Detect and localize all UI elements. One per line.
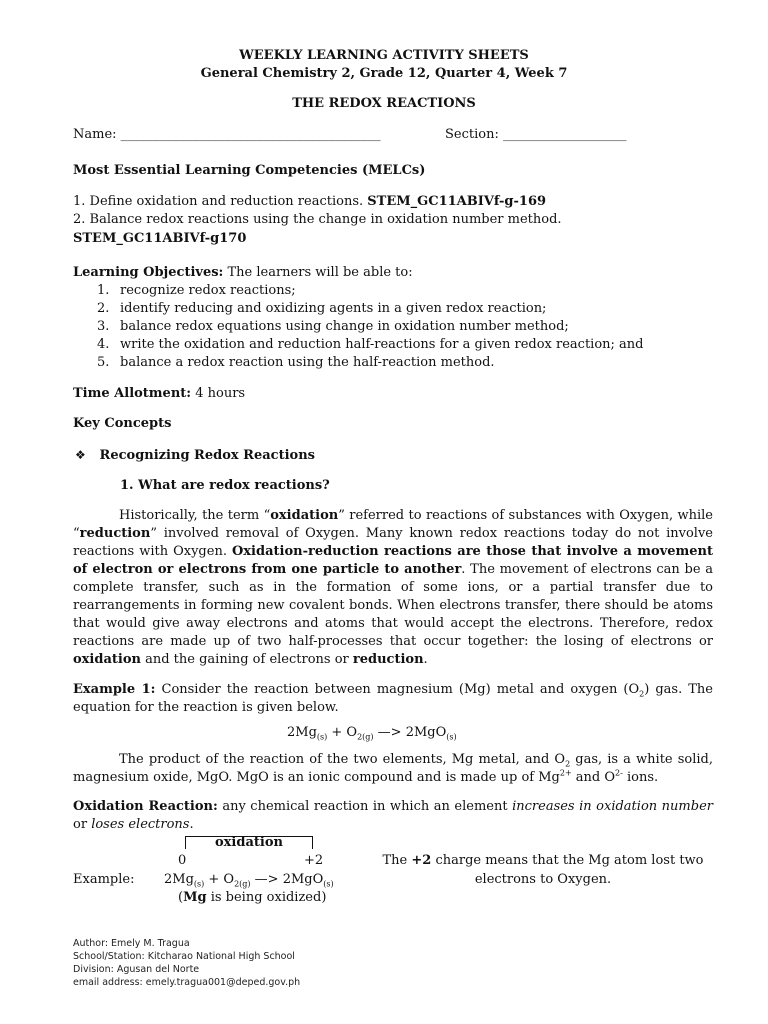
section-label: Section: — [445, 127, 499, 142]
para-italic: increases in oxidation — [512, 799, 658, 814]
section-heading — [75, 446, 315, 465]
superscript: 2+ — [559, 768, 572, 778]
note-text: is being oxidized) — [206, 890, 327, 905]
oxidation-number-left: 0 — [178, 853, 187, 868]
time-value: 4 hours — [191, 386, 246, 401]
footer-email: email address: emely.tragua001@deped.gov.ph — [73, 977, 301, 988]
intro-paragraph — [73, 507, 713, 669]
name-label: Name: — [73, 127, 117, 142]
para-text: The product of the reaction of the two elements, Mg metal, and O — [119, 752, 566, 767]
eq-term: + O — [204, 872, 235, 887]
subscript: (s) — [316, 732, 328, 742]
note-text: ( — [178, 890, 184, 905]
superscript: 2- — [615, 768, 623, 778]
objective-item: balance a redox reaction using the half-reaction method. — [120, 355, 495, 370]
para-text: ” referred to reactions of substances with Oxygen, while “ — [73, 508, 714, 541]
objectives-intro: The learners will be able to: — [223, 265, 413, 280]
para-text: any chemical reaction in which an element — [217, 799, 513, 814]
objective-number: 1. — [97, 283, 110, 298]
eq-term: + O — [327, 725, 358, 740]
objective-item: write the oxidation and reduction half-reactions for a given redox reaction; and — [120, 337, 644, 352]
para-text: or — [73, 817, 92, 832]
eq-term: 2Mg — [164, 872, 194, 887]
section-heading-text: Recognizing Redox Reactions — [99, 448, 315, 463]
subscript: (s) — [446, 732, 457, 742]
subscript: 2(g) — [357, 732, 374, 742]
explain-bold: +2 — [411, 853, 432, 868]
header-line1: WEEKLY LEARNING ACTIVITY SHEETS — [239, 48, 529, 63]
time-label: Time Allotment: — [73, 386, 192, 401]
diamond-bullet-icon: ❖ — [75, 448, 86, 462]
melc-item-1-code: STEM_GC11ABIVf-g-169 — [367, 194, 547, 209]
para-italic: loses electrons — [91, 817, 190, 832]
para-bold: oxidation — [73, 652, 141, 667]
objective-number: 4. — [97, 337, 110, 352]
para-text: Historically, the term “ — [119, 508, 271, 523]
subscript: 2 — [639, 689, 645, 699]
example-1-text: Consider the reaction between magnesium (Mg) metal and oxygen (O — [155, 682, 640, 697]
note-bold: Mg — [183, 890, 207, 905]
name-blank: ________________________________________ — [120, 127, 381, 142]
page-title: THE REDOX REACTIONS — [292, 96, 476, 111]
explanation-line2: electrons to Oxygen. — [474, 872, 612, 887]
footer-division: Division: Agusan del Norte — [73, 964, 200, 975]
subscript: (s) — [323, 879, 334, 889]
para-bold: Oxidation-reduction reactions are those that involve a movement of electron or electrons from one particle to another — [73, 544, 714, 577]
para-text: ” involved removal of Oxygen. Many known redox reactions today do not involve reactions with Oxygen. — [73, 526, 713, 559]
name-field[interactable] — [73, 126, 381, 144]
para-text: . — [189, 817, 194, 832]
objective-number: 5. — [97, 355, 110, 370]
para-italic: number — [661, 799, 713, 814]
equation-2 — [164, 871, 334, 889]
para-bold: oxidation — [270, 508, 339, 523]
objective-number: 2. — [97, 301, 110, 316]
eq-term: —> 2MgO — [250, 872, 324, 887]
objective-item: identify reducing and oxidizing agents in a given redox reaction; — [120, 301, 547, 316]
para-text: and the gaining of electrons or — [140, 652, 353, 667]
objectives-label: Learning Objectives: — [73, 265, 224, 280]
melc-item-1 — [73, 193, 546, 211]
para-bold: reduction — [79, 526, 151, 541]
para-text: and O — [571, 770, 616, 785]
oxidation-definition — [73, 798, 713, 834]
para-text: . — [423, 652, 428, 667]
objective-item: recognize redox reactions; — [120, 283, 296, 298]
key-concepts-heading: Key Concepts — [73, 416, 172, 431]
para-text: ions. — [622, 770, 659, 785]
example-1 — [73, 681, 713, 717]
learning-objectives — [73, 264, 413, 282]
mgo-paragraph — [73, 751, 713, 787]
equation-1 — [287, 724, 457, 742]
footer-author: Author: Emely M. Tragua — [73, 938, 190, 949]
explain-text: charge means that the Mg atom lost two — [431, 853, 704, 868]
oxidation-label: Oxidation Reaction: — [73, 799, 218, 814]
time-allotment — [73, 385, 245, 403]
para-bold: reduction — [352, 652, 424, 667]
melc-item-1-text: 1. Define oxidation and reduction reactions. — [73, 194, 368, 209]
subheading: 1. What are redox reactions? — [120, 478, 330, 493]
section-blank: ___________________ — [502, 127, 627, 142]
header-line2: General Chemistry 2, Grade 12, Quarter 4, Week 7 — [200, 66, 568, 81]
objective-item: balance redox equations using change in oxidation number method; — [120, 319, 569, 334]
oxidation-number-right: +2 — [304, 853, 324, 868]
eq-term: 2Mg — [287, 725, 317, 740]
melc-item-2-code: STEM_GC11ABIVf-g170 — [73, 231, 247, 246]
example-1-text: ) gas. The equation for the reaction is given below. — [73, 682, 713, 715]
oxidation-bracket-label: oxidation — [215, 835, 283, 850]
footer-school: School/Station: Kitcharao National High School — [73, 951, 295, 962]
eq-term: —> 2MgO — [373, 725, 447, 740]
section-field[interactable] — [445, 126, 626, 144]
subscript: (s) — [193, 879, 205, 889]
explain-text: The — [382, 853, 412, 868]
melcs-heading: Most Essential Learning Competencies (MELCs) — [73, 163, 426, 178]
para-text: gas, is a white solid, magnesium oxide, MgO. MgO is an ionic compound and is made up of Mg — [73, 752, 713, 785]
subscript: 2(g) — [234, 879, 251, 889]
explanation-line1 — [373, 852, 713, 870]
oxidized-note — [178, 889, 326, 907]
subscript: 2 — [565, 759, 571, 769]
para-text: . The movement of electrons can be a complete transfer, such as in the formation of some ions, or a partial transfer due to rearrangements in forming new covalent bonds. When electrons transfer, there should be atoms that would give away electrons and atoms that would accept the electrons. Therefore, redox reactions are made up of two half-processes that occur together: the losing of electrons or — [73, 562, 713, 649]
example-1-label: Example 1: — [73, 682, 156, 697]
melc-item-2: 2. Balance redox reactions using the change in oxidation number method. — [73, 212, 562, 227]
objective-number: 3. — [97, 319, 110, 334]
example-label: Example: — [73, 872, 135, 887]
